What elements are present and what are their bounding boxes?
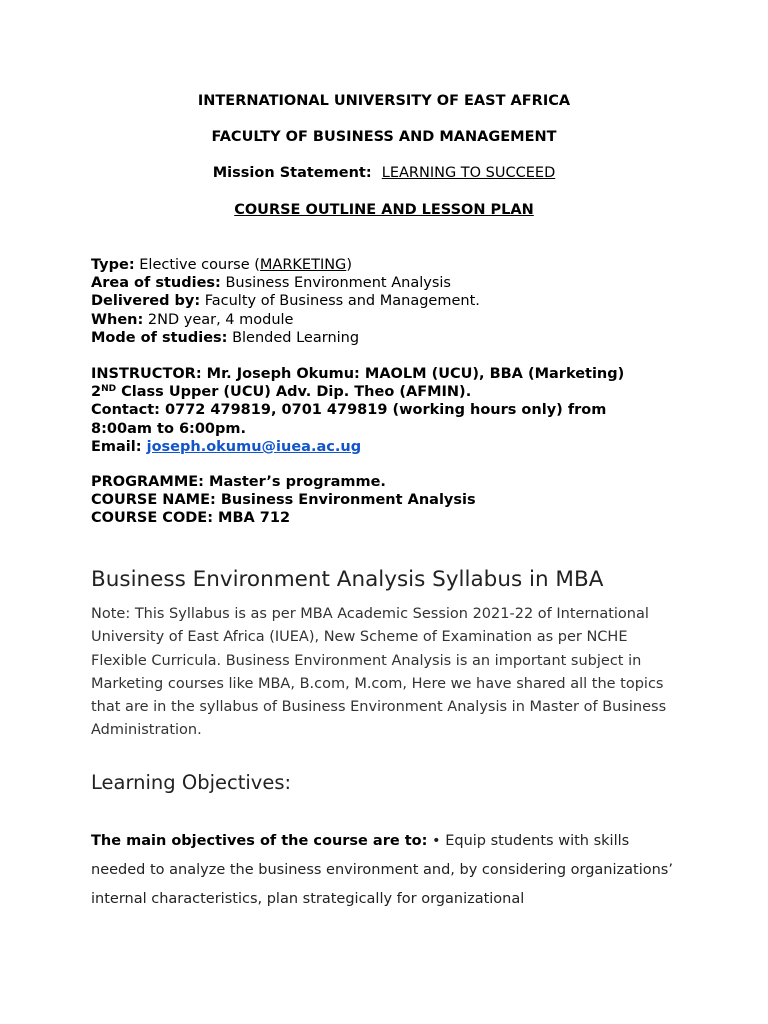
mission-label: Mission Statement: xyxy=(212,165,372,181)
mode-value: Blended Learning xyxy=(232,329,360,346)
outline-title: COURSE OUTLINE AND LESSON PLAN xyxy=(234,202,534,218)
type-value: Elective course ( xyxy=(139,257,260,273)
email-label: Email: xyxy=(91,438,147,455)
when-row xyxy=(91,311,691,329)
email-row xyxy=(91,438,691,456)
objectives-heading: Learning Objectives: xyxy=(91,771,292,794)
qualification-text: Class Upper (UCU) Adv. Dip. Theo (AFMIN). xyxy=(116,384,472,401)
type-label: Type: xyxy=(91,257,135,273)
objectives-text xyxy=(91,827,681,914)
objectives-lead: The main objectives of the course are to: xyxy=(91,833,428,849)
type-value-close: ) xyxy=(346,257,352,273)
mode-row xyxy=(91,329,691,347)
instructor-info xyxy=(91,365,691,456)
course-info xyxy=(91,256,691,347)
mode-label: Mode of studies: xyxy=(91,329,228,346)
university-name: INTERNATIONAL UNIVERSITY OF EAST AFRICA xyxy=(197,93,571,109)
programme-line: PROGRAMME: Master’s programme. xyxy=(91,474,386,490)
objectives-body: • Equip students with skills needed to analyze the business environment and, by considering organizations’ internal characteristics, plan strategically for organizational xyxy=(91,833,673,907)
syllabus-heading: Business Environment Analysis Syllabus in MBA xyxy=(91,567,604,592)
mission-value: LEARNING TO SUCCEED xyxy=(381,165,556,181)
qualification-suffix: ND xyxy=(101,384,117,395)
when-label: When: xyxy=(91,311,144,328)
faculty-name: FACULTY OF BUSINESS AND MANAGEMENT xyxy=(211,129,557,145)
qualification-number: 2 xyxy=(91,384,102,401)
email-link[interactable]: joseph.okumu@iuea.ac.ug xyxy=(146,438,362,455)
delivered-label: Delivered by: xyxy=(91,293,201,310)
delivered-value: Faculty of Business and Management. xyxy=(204,293,480,310)
area-value: Business Environment Analysis xyxy=(225,275,451,292)
mission-statement xyxy=(0,164,768,182)
delivered-row xyxy=(91,292,691,310)
type-row xyxy=(91,256,691,274)
syllabus-note: Note: This Syllabus is as per MBA Academic Session 2021-22 of International University of East Africa (IUEA), New Scheme of Examination as per NCHE Flexible Curricula. Business Environment Analysis is an important subject in Marketing courses like MBA, B.com, M.com, Here we have shared all the topics that are in the syllabus of Business Environment Analysis in Master of Business Administration. xyxy=(91,606,667,739)
instructor-line: INSTRUCTOR: Mr. Joseph Okumu: MAOLM (UCU), BBA (Marketing) xyxy=(91,366,625,382)
course-code-line: COURSE CODE: MBA 712 xyxy=(91,510,291,527)
contact-line: Contact: 0772 479819, 0701 479819 (working hours only) from 8:00am to 6:00pm. xyxy=(91,402,607,437)
type-value-marketing: MARKETING xyxy=(259,257,347,273)
area-row xyxy=(91,274,691,292)
instructor-qualification xyxy=(91,383,691,401)
course-name-line: COURSE NAME: Business Environment Analysis xyxy=(91,492,476,509)
programme-info xyxy=(91,473,691,528)
area-label: Area of studies: xyxy=(91,275,221,292)
when-value: 2ND year, 4 module xyxy=(147,311,294,328)
